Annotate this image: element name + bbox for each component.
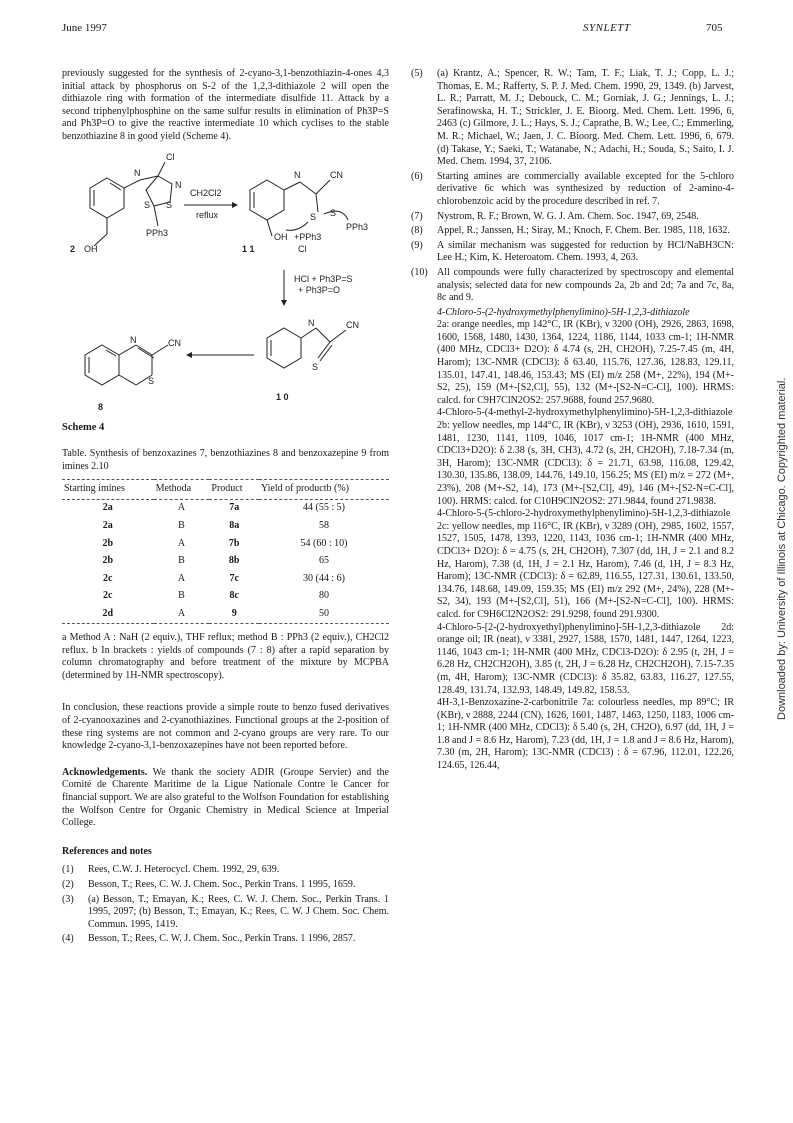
cell-yield: 58 (318, 520, 329, 532)
table-row (62, 518, 389, 536)
running-header-date: June 1997 (62, 22, 107, 34)
compound-number-2: 2 (70, 243, 76, 254)
s-atom-label: S (148, 375, 155, 386)
oh-label: OH (274, 231, 288, 242)
compound-10-structure (267, 328, 346, 368)
reference-text: (a) Krantz, A.; Spencer, R. W.; Tam, T. F.; Liak, T. J.; Copp, L. J.; Thomas, E. M.; Rafferty, S. P. J. Med. Chem. 1990, 29, 1349. (b) Jarvest, L. R.; Parratt, M. J.; Debouck, C. M.; Gorniak, J. G.; Jennings, L. J.; Serafinowska, H. T.; Strickler, J. E. Bioorg. Med. Chem. Lett. 1996, 6, 2463 (c) Gilmore, J. L.; Hays, S. J.; Caprathe, B. W.; Lee, C.; Emmerling, M. R.; Michael, W.; Jaen, J. C. Bioorg. Med. Chem. Lett. 1996, 6, 679. (d) Takase, Y.; Saeki, T.; Watanabe, N.; Adachi, H.; Souda, S.; Saito, I. J. Med. Chem. 1994, 37, 2106. (437, 68, 734, 168)
s-atom-label: S (144, 199, 151, 210)
s-atom-label: S (310, 211, 317, 222)
compound-data-7a: 4H-3,1-Benzoxazine-2-carbonitrile 7a: colourless needles, mp 89°C; IR (KBr), ν 2888, 2244 (CN), 1626, 1601, 1487, 1463, 1250, 1183, 1006 cm-1; 1H-NMR (400 MHz, CDCl3): δ 5.40 (s, 2H, CH2O), 6.97 (dd, 1H, J = 1.8 and J = 8.6 Hz, Harom), 7.23 (dd, 1H, J = 1.8 and J = 8.6 Hz, Harom), 7.30 (m, 2H, Harom); 13C-NMR (CDCl3) : δ = 67.96, 112.01, 122.26, 124.65, 126.44, (437, 697, 734, 772)
reference-number: (6) (411, 170, 423, 182)
reference-item (411, 267, 734, 305)
table-row (62, 606, 389, 624)
cell-product: 7c (229, 572, 239, 584)
reference-item (62, 879, 389, 892)
reference-text: A similar mechanism was suggested for reduction by HCl/NaBH3CN: Lee H.; Kim, K. Heteroatom. Chem. 1993, 4, 263. (437, 239, 734, 264)
oh-label: OH (84, 243, 98, 254)
compound-data-2b: 4-Chloro-5-(4-methyl-2-hydroxymethylphenylimino)-5H-1,2,3-dithiazole 2b: yellow needles, mp 144°C, IR (KBr), ν 3253 (OH), 2936, 1610, 1591, 1481, 1230, 1141, 1109, 1046, 1017 cm-1; 1H-NMR (400 MHz, CDCl3+D2O): δ 2.38 (s, 3H, CH3), 4.72 (s, 2H, CH2OH), 7.18-7.34 (m, 3H, Harom); 13C-NMR (CDCl3): δ = 21.71, 63.98, 116.08, 129.42, 130.30, 135.86, 138.09, 144.76, 149.10, 156.25; MS (EI) m/z = 272 (M+, 23%), 208 (M+-S2, 14), 173 (M+-[S2,Cl], 49), 146 (M+-[S2-N=C-Cl], 100). HRMS: calcd. for C10H9ClN2OS2: 271.9844, found 271.9838. (437, 407, 734, 507)
cell-method: A (177, 537, 186, 549)
cell-method: B (178, 555, 185, 567)
reference-number: (8) (411, 225, 423, 237)
pph3-label: PPh3 (146, 227, 169, 238)
cell-yield: 65 (318, 555, 329, 567)
compound-name-2a: 4-Chloro-5-(2-hydroxymethylphenylimino)-5H-1,2,3-dithiazole (437, 306, 690, 318)
n-atom-label: N (175, 179, 182, 190)
running-header-journal: SYNLETT (583, 22, 631, 34)
cell-yield: 44 (55 : 5) (303, 502, 345, 514)
reference-number: (9) (411, 239, 423, 251)
cell-method: A (177, 502, 186, 514)
characterization-data (411, 307, 734, 773)
cell-imine: 2c (103, 590, 113, 602)
reference-item (411, 211, 734, 224)
table-row (62, 570, 389, 588)
cell-method: B (178, 590, 185, 602)
reference-item (411, 171, 734, 209)
table-caption: Table. Synthesis of benzoxazines 7, benzothiazines 8 and benzoxazepine 9 from imines 2.10 (62, 448, 389, 472)
reagent-solvent: CH2Cl2 (190, 187, 222, 198)
s-atom-label: S (330, 207, 337, 218)
compound-data-2d: 4-Chloro-5-[2-(2-hydroxyethyl)phenylimino]-5H-1,2,3-dithiazole 2d: orange oil; IR (neat), ν 3381, 2927, 1588, 1570, 1481, 1447, 1264, 1223, 1146, 1043 cm-1; 1H-NMR (400 MHz, CDCl3-D2O): δ 2.95 (t, 2H, J = 6.28 Hz, CH2CH2OH), 3.85 (t, 2H, J = 6.28 Hz, CH2CH2OH), 7.15-7.35 (m, 4H, Harom); 13C-NMR (CDCl3): δ 35.82, 63.83, 116.27, 127.55, 128.49, 131.74, 132.93, 148.49, 149.82, 158.53. (437, 621, 734, 696)
reagent-condition: reflux (196, 209, 219, 220)
cell-imine: 2a (102, 502, 113, 514)
n-atom-label: N (134, 167, 141, 178)
reference-item (62, 933, 389, 946)
reference-number: (1) (62, 864, 74, 876)
byproducts-line-2: + Ph3P=O (298, 284, 341, 295)
reference-item (411, 68, 734, 169)
scheme-4-figure (62, 150, 389, 420)
reference-number: (2) (62, 879, 74, 890)
reference-number: (4) (62, 933, 74, 945)
acknowledgements-text: We thank the society ADIR (Groupe Servier) and the Comité de Charente Maritime de la Ligue Nationale Contre le Cancer for financial support. We are also grateful to the Wolfson Foundation for establishing the Wolfson Centre for Organic Chemistry in Medical Science at Imperial College. (62, 766, 389, 829)
col-header-yield: Yield of productb (%) (259, 480, 389, 500)
n-atom-label: N (130, 334, 137, 345)
col-header-imines: Starting imines (62, 480, 154, 500)
reference-number: (7) (411, 210, 423, 222)
byproducts-line-1: HCl + Ph3P=S (294, 273, 353, 284)
cell-yield: 80 (318, 590, 329, 602)
cell-imine: 2c (103, 572, 113, 584)
reference-item (411, 240, 734, 265)
reference-text: Besson, T.; Rees, C. W. J. Chem. Soc., Perkin Trans. 1 1996, 2857. (88, 933, 356, 945)
reference-item (62, 864, 389, 877)
cn-label-10: CN (346, 319, 359, 330)
cell-method: B (178, 520, 185, 532)
table-row (62, 588, 389, 606)
intro-paragraph: previously suggested for the synthesis of 2-cyano-3,1-benzothiazin-4-ones 4,3 initial attack by phosphorus on S-2 of the 1,2,3-dithiazole 2 will open the dithiazole ring with formation of the intermediate disulfide 11. Attack by a second triphenylphosphine on the same sulfur results in elimination of Ph3P=S and Ph3P=O to give the reactive intermediate 10 which cyclises to the stable benzothiazine 8 in good yield (Scheme 4). (62, 68, 389, 142)
cell-imine: 2a (102, 520, 113, 532)
cell-product: 8c (229, 590, 239, 602)
cn-label-11: CN (330, 169, 343, 180)
cell-product: 7b (228, 537, 240, 549)
s-atom-label: S (312, 361, 319, 372)
compound-number-8: 8 (98, 401, 104, 412)
cell-yield: 30 (44 : 6) (303, 572, 345, 584)
cell-product: 7a (229, 502, 240, 514)
table-row (62, 553, 389, 571)
conclusion-paragraph: In conclusion, these reactions provide a simple route to benzo fused derivatives of 2-cyanooxazines and 2-cyanothiazines. Functional groups at the 2-position of these ring systems are not common and 2-cyano groups are very rare. To our knowledge 2-cyano-3,1-benzoxazepines have not been reported before. (62, 702, 389, 752)
col-header-product: Product (209, 480, 259, 500)
cell-method: A (177, 572, 186, 584)
reference-number: (5) (411, 68, 423, 79)
pph3-label: PPh3 (346, 221, 369, 232)
compound-data-2a: 2a: orange needles, mp 142°C, IR (KBr), ν 3200 (OH), 2926, 2863, 1698, 1600, 1568, 1480, 1430, 1364, 1224, 1186, 1144, 1033 cm-1; 1H-NMR (400 MHz, CDCl3+ D2O): δ 4.74 (s, 2H, CH2OH), 7.25-7.45 (m, 4H, Harom); 13C-NMR (CDCl3): δ 63.40, 115.76, 127.36, 128.83, 129.11, 135.01, 147.41, 148.46, 153.43; MS (EI) m/z 258 (M+, 22%), 194 (M+-S2, 25), 159 (M+-[S2,Cl], 55), 132 (M+-[S2-N=C-Cl], 100). HRMS: calcd. for C9H7ClN2OS2: 257.9688, found 257.9680. (437, 319, 734, 406)
reference-number: (10) (411, 266, 428, 278)
pph3-cation-label: +PPh3 (294, 231, 322, 242)
cell-imine: 2b (102, 555, 114, 567)
right-column (411, 68, 734, 773)
reference-text: Besson, T.; Rees, C. W. J. Chem. Soc., Perkin Trans. 1 1995, 1659. (88, 879, 356, 890)
compound-data-2c: 4-Chloro-5-(5-chloro-2-hydroxymethylphenylimino)-5H-1,2,3-dithiazole 2c: yellow needles, mp 116°C, IR (KBr), ν 3289 (OH), 2985, 1602, 1557, 1527, 1505, 1478, 1393, 1220, 1143, 1036 cm-1; 1H-NMR (400 MHz, CDCl3+ D2O): δ = 4.75 (s, 2H, CH2OH), 7.307 (dd, 1H, J = 2.1 and 8.2 Hz, Harom), 7.38 (d, 1H, J = 2.1 Hz, Harom), 7.46 (d, 1H, J = 8.3 Hz, Harom); 13C-NMR (CDCl3): δ = 62.89, 116.55, 127.31, 130.61, 133.50, 134.76, 148.68, 149.09, 159.35; MS (EI) m/z 292 (M+, 24%), 228 (M+-S2, 34), 193 (M+-[S2,Cl], 51), 166 (M+-[S2-N=C-Cl], 100). HRMS: calcd. for C9H6Cl2N2OS2: 291.9298, found 291.9300. (437, 508, 734, 620)
table-footnote: a Method A : NaH (2 equiv.), THF reflux; method B : PPh3 (2 equiv.), CH2Cl2 reflux. b In brackets : yields of compounds (7 : 8) after a rapid separation by column chromatography and before treatment of the mixture by MCPBA (determined by 1H-NMR spectroscopy). (62, 632, 389, 681)
reference-item (411, 225, 734, 238)
cl-label-2: Cl (166, 151, 175, 162)
reference-text: Starting amines are commercially available excepted for the 5-chloro derivative 6c which was synthesized by reduction of 2-amino-4-chlorobenzoic acid by the procedure described in ref. 7. (437, 170, 734, 207)
table-header-row (62, 480, 389, 500)
yields-table (62, 479, 389, 624)
compound-number-11: 1 1 (242, 243, 255, 254)
n-atom-label: N (308, 317, 315, 328)
reference-text: All compounds were fully characterized by spectroscopy and elemental analysis; selected data for new compounds 2a, 2b and 2d; 7a and 7c, 8a, 8c and 9. (437, 266, 734, 304)
cell-yield: 50 (259, 606, 389, 624)
cell-imine: 2d (62, 606, 154, 624)
reference-text: Nystrom, R. F.; Brown, W. G. J. Am. Chem. Soc. 1947, 69, 2548. (437, 210, 699, 222)
acknowledgements-paragraph (62, 767, 389, 830)
page-number: 705 (706, 22, 723, 34)
table-row (62, 499, 389, 517)
cl-label-11: Cl (298, 243, 307, 254)
cell-imine: 2b (102, 537, 114, 549)
s-atom-label: S (166, 199, 173, 210)
acknowledgements-title: Acknowledgements. (62, 766, 148, 778)
compound-number-10: 1 0 (276, 391, 289, 402)
left-column (62, 68, 389, 948)
cn-label-8: CN (168, 337, 181, 348)
cell-product: 8b (228, 555, 240, 567)
cell-method: A (154, 606, 210, 624)
reference-text: Rees, C.W. J. Heterocycl. Chem. 1992, 29, 639. (88, 864, 280, 876)
reference-item (62, 894, 389, 932)
reference-text: Appel, R.; Janssen, H.; Siray, M.; Knoch, F. Chem. Ber. 1985, 118, 1632. (437, 225, 730, 237)
references-heading: References and notes (62, 845, 152, 857)
cell-product: 8a (229, 520, 240, 532)
compound-8-structure (85, 345, 168, 385)
cell-product: 9 (209, 606, 259, 624)
scheme-caption: Scheme 4 (62, 421, 105, 433)
cell-yield: 54 (60 : 10) (300, 537, 348, 549)
col-header-method: Methoda (154, 480, 210, 500)
reference-number: (3) (62, 893, 74, 905)
table-row (62, 535, 389, 553)
reference-text: (a) Besson, T.; Emayan, K.; Rees, C. W. J. Chem. Soc., Perkin Trans. 1 1995, 2097; (b) Besson, T.; Emayan, K.; Rees, C. W. J Chem. Soc. Chem. Commun. 1995, 1419. (88, 893, 389, 930)
n-atom-label: N (294, 169, 301, 180)
download-watermark: Downloaded by: University of Illinois at Chicago. Copyrighted material. (776, 377, 788, 720)
